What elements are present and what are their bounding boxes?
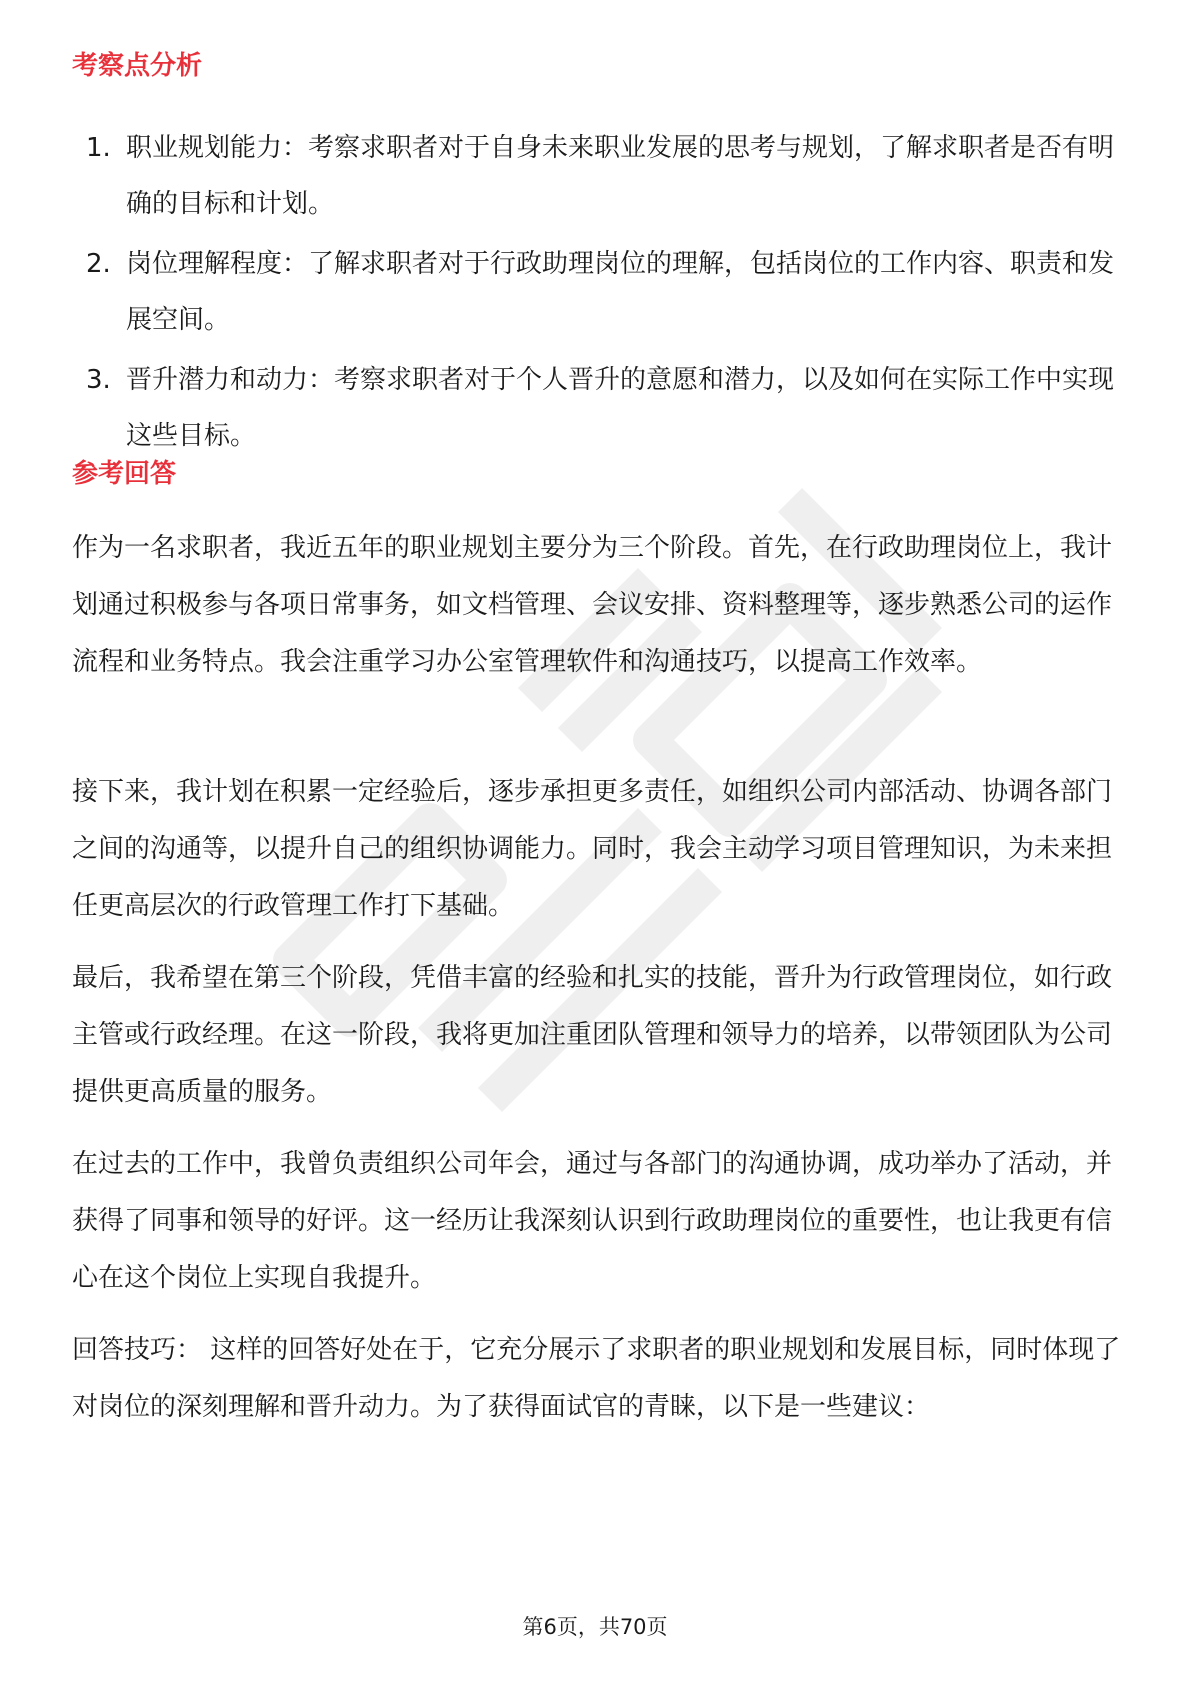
list-item <box>72 236 1122 348</box>
list-item <box>72 352 1122 464</box>
list-item <box>72 120 1122 232</box>
page-number-footer: 第6页，共70页 <box>522 1615 668 1639</box>
list-item-text: 职业规划能力：考察求职者对于自身未来职业发展的思考与规划，了解求职者是否有明确的目标和计划。 <box>126 133 1115 219</box>
list-item-number: 3. <box>86 365 111 395</box>
answer-paragraph-4: 在过去的工作中，我曾负责组织公司年会，通过与各部门的沟通协调，成功举办了活动，并获得了同事和领导的好评。这一经历让我深刻认识到行政助理岗位的重要性，也让我更有信心在这个岗位上实现自我提升。 <box>72 1149 1113 1293</box>
list-item-number: 1. <box>86 133 111 163</box>
list-item-text: 晋升潜力和动力：考察求职者对于个人晋升的意愿和潜力，以及如何在实际工作中实现这些目标。 <box>126 365 1115 451</box>
answer-tips-paragraph: 回答技巧： 这样的回答好处在于，它充分展示了求职者的职业规划和发展目标，同时体现了对岗位的深刻理解和晋升动力。为了获得面试官的青睐，以下是一些建议： <box>72 1335 1121 1422</box>
answer-section-title: 参考回答 <box>72 459 177 489</box>
analysis-list <box>72 120 1122 468</box>
answer-paragraph-3: 最后，我希望在第三个阶段，凭借丰富的经验和扎实的技能，晋升为行政管理岗位，如行政主管或行政经理。在这一阶段，我将更加注重团队管理和领导力的培养，以带领团队为公司提供更高质量的服务。 <box>72 963 1113 1107</box>
list-item-number: 2. <box>86 249 111 279</box>
answer-paragraph-1: 作为一名求职者，我近五年的职业规划主要分为三个阶段。首先，在行政助理岗位上，我计划通过积极参与各项日常事务，如文档管理、会议安排、资料整理等，逐步熟悉公司的运作流程和业务特点。我会注重学习办公室管理软件和沟通技巧，以提高工作效率。 <box>72 533 1113 677</box>
analysis-section-title: 考察点分析 <box>72 51 203 81</box>
list-item-text: 岗位理解程度：了解求职者对于行政助理岗位的理解，包括岗位的工作内容、职责和发展空间。 <box>126 249 1115 335</box>
answer-paragraph-2: 接下来，我计划在积累一定经验后，逐步承担更多责任，如组织公司内部活动、协调各部门之间的沟通等，以提升自己的组织协调能力。同时，我会主动学习项目管理知识，为未来担任更高层次的行政管理工作打下基础。 <box>72 777 1113 921</box>
